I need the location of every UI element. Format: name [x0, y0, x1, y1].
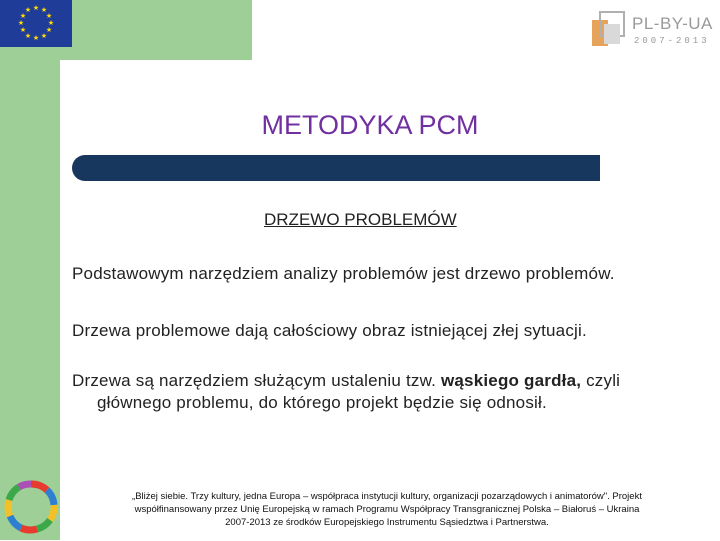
svg-text:★: ★: [32, 34, 40, 42]
left-green-bar: [0, 0, 60, 540]
svg-text:★: ★: [19, 12, 27, 20]
logo-years: 2007-2013: [634, 36, 710, 46]
svg-text:★: ★: [45, 26, 53, 34]
paragraph-3-start: Drzewa są narzędziem służącym ustaleniu tzw.: [72, 371, 441, 390]
title-divider-bar: [72, 155, 600, 181]
svg-text:★: ★: [32, 4, 40, 12]
slide-subtitle: DRZEWO PROBLEMÓW: [264, 210, 457, 229]
paragraph-3-line-1: [72, 370, 672, 392]
footer-line-3: 2007-2013 ze środków Europejskiego Instrumentu Sąsiedztwa i Partnerstwa.: [225, 517, 549, 528]
logo-name: PL-BY-UA: [632, 14, 713, 33]
eu-flag-icon: [0, 0, 72, 47]
svg-text:★: ★: [40, 6, 48, 14]
paragraph-3-line-2: głównego problemu, do którego projekt będzie się odnosił.: [97, 393, 547, 412]
paragraph-2: Drzewa problemowe dają całościowy obraz istniejącej złej sytuacji.: [72, 321, 587, 340]
svg-text:★: ★: [24, 6, 32, 14]
project-wreath-logo-icon: [2, 478, 60, 536]
svg-text:★: ★: [17, 19, 25, 27]
paragraph-1: Podstawowym narzędziem analizy problemów jest drzewo problemów.: [72, 264, 615, 283]
svg-text:★: ★: [45, 12, 53, 20]
svg-text:★: ★: [47, 19, 55, 27]
svg-text:★: ★: [40, 32, 48, 40]
paragraph-3-bold: wąskiego gardła,: [440, 371, 582, 390]
svg-text:★: ★: [24, 32, 32, 40]
paragraph-3-end: czyli: [581, 371, 621, 390]
footer-line-2: współfinansowany przez Unię Europejską w ramach Programu Współpracy Transgranicznej Polska – Białoruś – Ukraina: [134, 504, 640, 515]
paragraph-3: [72, 370, 672, 414]
slide-title: METODYKA PCM: [261, 110, 479, 140]
pl-by-ua-logo: [592, 8, 716, 52]
pl-by-ua-logo-icon: [592, 10, 626, 48]
footer-text: [90, 490, 684, 529]
svg-text:★: ★: [19, 26, 27, 34]
footer-line-1: „Bliżej siebie. Trzy kultury, jedna Europa – współpraca instytucji kultury, organizacji pozarządowych i animatorów". Projekt: [132, 491, 642, 502]
